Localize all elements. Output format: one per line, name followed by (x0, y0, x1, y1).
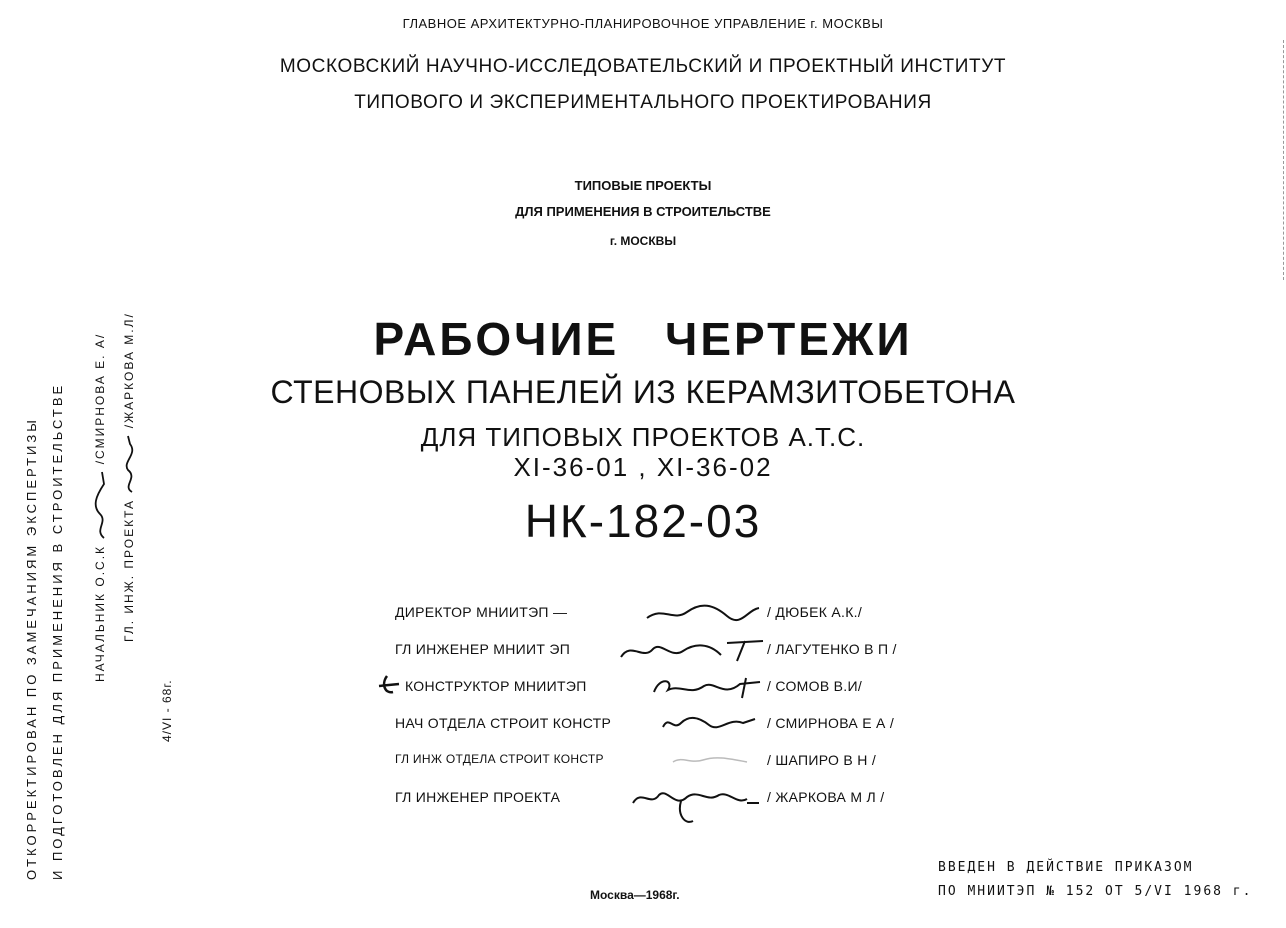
signature-role: ГЛ ИНЖЕНЕР МНИИТ ЭП (395, 641, 571, 657)
handwritten-signature (650, 674, 770, 702)
signature-role: НАЧ ОТДЕЛА СТРОИТ КОНСТР (395, 715, 612, 731)
signature-role: ГЛ ИНЖ ОТДЕЛА СТРОИТ КОНСТР (395, 752, 604, 766)
document-title: РАБОЧИЕ ЧЕРТЕЖИ (373, 313, 913, 365)
signatory-name: / СМИРНОВА Е А / (767, 715, 895, 731)
project-numbers: XI-36-01 , XI-36-02 (513, 452, 773, 482)
handwritten-signature (629, 785, 761, 829)
handwritten-signature (120, 434, 140, 494)
place-and-year: Москва—1968г. (590, 888, 680, 902)
side-project-engineer-name: /ЖАРКОВА М.Л/ (122, 312, 137, 429)
side-note-prepared: И ПОДГОТОВЛЕН ДЛЯ ПРИМЕНЕНИЯ В СТРОИТЕЛЬСТВЕ (50, 382, 65, 880)
document-code: НК-182-03 (524, 495, 762, 547)
series-title: ТИПОВЫЕ ПРОЕКТЫ (574, 178, 712, 193)
signature-role: ДИРЕКТОР МНИИТЭП — (395, 604, 568, 620)
handwritten-mark (377, 672, 403, 698)
signatory-name: / ЖАРКОВА М Л / (767, 789, 885, 805)
enactment-note: ВВЕДЕН В ДЕЙСТВИЕ ПРИКАЗОМ (938, 860, 1194, 875)
enactment-order: ПО МНИИТЭП № 152 ОТ 5/VI 1968 г. (938, 884, 1253, 899)
series-purpose: ДЛЯ ПРИМЕНЕНИЯ В СТРОИТЕЛЬСТВЕ (515, 204, 771, 219)
handwritten-signature (643, 600, 763, 626)
signatory-name: / ЛАГУТЕНКО В П / (767, 641, 897, 657)
handwritten-signature (617, 637, 767, 665)
signatory-name: / ДЮБЕК А.К./ (767, 604, 863, 620)
side-note-corrected: ОТКОРРЕКТИРОВАН ПО ЗАМЕЧАНИЯМ ЭКСПЕРТИЗЫ (24, 417, 39, 880)
signature-role: КОНСТРУКТОР МНИИТЭП (405, 678, 587, 694)
signatory-name: / ШАПИРО В Н / (767, 752, 877, 768)
handwritten-signature (92, 470, 110, 540)
side-date: 4/VI - 68г. (160, 679, 174, 742)
institute-name-line2: ТИПОВОГО И ЭКСПЕРИМЕНТАЛЬНОГО ПРОЕКТИРОВАНИЯ (354, 92, 932, 113)
signature-role: ГЛ ИНЖЕНЕР ПРОЕКТА (395, 789, 561, 805)
document-subtitle: СТЕНОВЫХ ПАНЕЛЕЙ ИЗ КЕРАМЗИТОБЕТОНА (270, 374, 1016, 410)
side-chief-osk-name: /СМИРНОВА Е. А/ (93, 332, 108, 465)
ministry-header: ГЛАВНОЕ АРХИТЕКТУРНО-ПЛАНИРОВОЧНОЕ УПРАВЛЕНИЕ г. МОСКВЫ (402, 16, 884, 31)
side-project-engineer-label: ГЛ. ИНЖ. ПРОЕКТА (122, 498, 137, 642)
side-chief-osk-label: НАЧАЛЬНИК О.С.К (93, 544, 108, 682)
series-city: г. МОСКВЫ (609, 234, 677, 248)
side-chief-osk (92, 333, 110, 682)
handwritten-signature (667, 748, 757, 770)
project-type: ДЛЯ ТИПОВЫХ ПРОЕКТОВ А.Т.С. (420, 422, 866, 452)
signatory-name: / СОМОВ В.И/ (767, 678, 863, 694)
handwritten-signature (659, 711, 759, 735)
side-project-engineer (120, 312, 140, 642)
institute-name: МОСКОВСКИЙ НАУЧНО-ИССЛЕДОВАТЕЛЬСКИЙ И ПРОЕКТНЫЙ ИНСТИТУТ (279, 56, 1007, 77)
